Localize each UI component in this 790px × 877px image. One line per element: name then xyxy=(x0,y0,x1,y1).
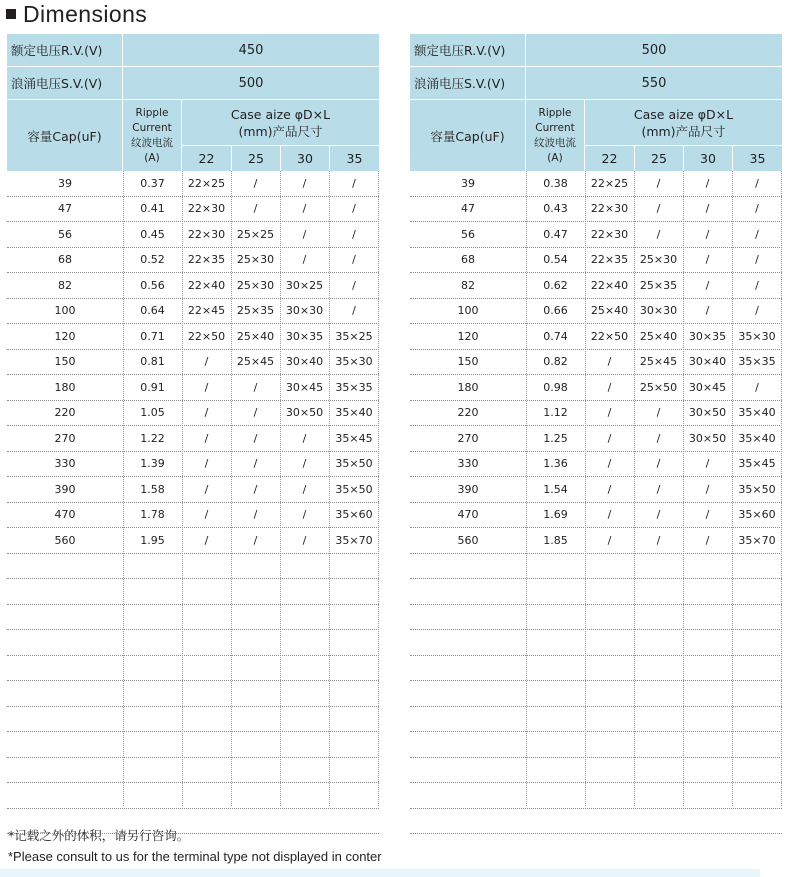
case-25-cell: / xyxy=(656,227,661,241)
rated-voltage-row xyxy=(410,34,782,67)
table-row xyxy=(410,477,782,503)
ripple-header xyxy=(123,100,182,171)
empty-table-row xyxy=(410,809,782,835)
case-30-cell: 30×45 xyxy=(688,380,727,394)
case-35-cell: 35×30 xyxy=(738,329,776,343)
case-22-cell: / xyxy=(607,431,612,445)
empty-table-row xyxy=(410,605,782,631)
diameter-22-header: 22 xyxy=(601,151,618,166)
ripple-header-line1: Ripple xyxy=(538,106,572,119)
table-row xyxy=(410,299,782,325)
table-row xyxy=(7,248,379,274)
case-22-cell: / xyxy=(607,508,612,522)
cap-cell: 390 xyxy=(54,482,76,496)
column-divider xyxy=(123,171,124,806)
cap-cell: 120 xyxy=(457,329,479,343)
case-22-cell: / xyxy=(204,482,209,496)
column-divider xyxy=(231,171,232,806)
ripple-cell: 0.52 xyxy=(140,253,165,267)
case-35-cell: / xyxy=(755,202,759,216)
ripple-cell: 0.64 xyxy=(140,304,165,318)
empty-table-row xyxy=(410,579,782,605)
ripple-cell: 1.12 xyxy=(543,406,568,420)
ripple-cell: 0.98 xyxy=(543,380,568,394)
cap-cell: 470 xyxy=(457,508,479,522)
cap-cell: 56 xyxy=(58,227,72,241)
cap-cell: 560 xyxy=(457,533,479,547)
case-25-cell: / xyxy=(656,406,661,420)
cap-cell: 100 xyxy=(54,304,76,318)
ripple-cell: 0.71 xyxy=(140,329,165,343)
surge-voltage-label: 浪涌电压S.V.(V) xyxy=(410,67,526,99)
case-30-cell: 30×50 xyxy=(688,406,727,420)
case-22-cell: / xyxy=(204,533,209,547)
cap-cell: 120 xyxy=(54,329,76,343)
case-30-cell: / xyxy=(705,508,710,522)
case-35-cell: 35×35 xyxy=(335,380,373,394)
case-size-header-line1: Case aize φD×L xyxy=(633,106,734,122)
empty-table-row xyxy=(410,630,782,656)
diameter-30-header: 30 xyxy=(683,146,732,171)
case-30-cell: / xyxy=(705,202,710,216)
case-35-cell: / xyxy=(755,380,759,394)
ripple-header-line2: Current xyxy=(132,121,172,134)
rated-voltage-label: 额定电压R.V.(V) xyxy=(410,34,526,66)
rated-voltage-label: 额定电压R.V.(V) xyxy=(7,34,123,66)
ripple-cell: 0.56 xyxy=(140,278,165,292)
case-22-cell: / xyxy=(607,533,612,547)
case-35-cell: 35×40 xyxy=(738,406,776,420)
ripple-header-line4: (A) xyxy=(144,151,160,164)
case-30-cell: / xyxy=(302,202,307,216)
ripple-cell: 1.85 xyxy=(543,533,568,547)
case-30-cell: 30×35 xyxy=(688,329,727,343)
case-35-cell: 35×50 xyxy=(335,482,373,496)
table-row xyxy=(410,375,782,401)
case-25-cell: / xyxy=(656,508,661,522)
cap-cell: 100 xyxy=(457,304,479,318)
cap-cell: 390 xyxy=(457,482,479,496)
cap-cell: 47 xyxy=(58,202,72,216)
ripple-cell: 1.69 xyxy=(543,508,568,522)
empty-table-row xyxy=(410,783,782,809)
case-35-cell: / xyxy=(352,227,356,241)
ripple-cell: 0.66 xyxy=(543,304,568,318)
ripple-cell: 0.54 xyxy=(543,253,568,267)
case-22-cell: / xyxy=(204,406,209,420)
table-row xyxy=(7,401,379,427)
case-25-cell: / xyxy=(253,457,258,471)
case-22-cell: 22×30 xyxy=(590,227,629,241)
case-22-cell: 22×45 xyxy=(187,304,226,318)
section-title-text: Dimensions xyxy=(23,0,148,27)
rated-voltage-value: 450 xyxy=(238,42,264,58)
dimension-table-left xyxy=(7,34,379,806)
column-divider xyxy=(182,171,183,806)
case-35-cell: / xyxy=(755,304,759,318)
table-row xyxy=(7,375,379,401)
data-grid xyxy=(7,171,379,834)
case-25-cell: / xyxy=(656,533,661,547)
note-english: *Please consult to us for the terminal type not displayed in conter xyxy=(8,849,382,864)
diameter-25-header: 25 xyxy=(231,146,280,171)
case-30-cell: / xyxy=(302,508,307,522)
table-row xyxy=(410,171,782,197)
case-35-cell: / xyxy=(352,176,356,190)
table-row xyxy=(410,426,782,452)
table-row xyxy=(7,452,379,478)
case-22-cell: / xyxy=(607,380,612,394)
case-30-cell: / xyxy=(705,304,710,318)
ripple-cell: 0.82 xyxy=(543,355,568,369)
case-25-cell: / xyxy=(253,406,258,420)
empty-table-row xyxy=(410,707,782,733)
case-25-cell: / xyxy=(253,482,258,496)
case-22-cell: 22×30 xyxy=(590,202,629,216)
case-35-cell: / xyxy=(755,253,759,267)
table-row xyxy=(7,324,379,350)
empty-table-row xyxy=(410,681,782,707)
ripple-header xyxy=(526,100,585,171)
case-25-cell: 30×30 xyxy=(639,304,678,318)
ripple-header-line4: (A) xyxy=(547,151,563,164)
case-25-cell: / xyxy=(253,508,258,522)
case-22-cell: / xyxy=(607,406,612,420)
cap-cell: 150 xyxy=(457,355,479,369)
case-30-cell: / xyxy=(705,482,710,496)
square-bullet-icon xyxy=(6,9,16,19)
case-22-cell: 22×50 xyxy=(187,329,226,343)
table-row xyxy=(7,171,379,197)
table-row xyxy=(7,528,379,554)
case-30-cell: / xyxy=(302,457,307,471)
case-30-cell: 30×50 xyxy=(285,406,324,420)
table-row xyxy=(410,222,782,248)
case-30-cell: / xyxy=(302,227,307,241)
empty-table-row xyxy=(410,732,782,758)
cap-cell: 39 xyxy=(58,176,72,190)
case-35-cell: 35×60 xyxy=(738,508,776,522)
cap-cell: 560 xyxy=(54,533,76,547)
empty-table-row xyxy=(7,758,379,784)
cap-cell: 82 xyxy=(58,278,72,292)
ripple-cell: 0.43 xyxy=(543,202,568,216)
column-divider xyxy=(634,171,635,806)
case-25-cell: 25×40 xyxy=(639,329,678,343)
case-25-cell: / xyxy=(656,202,661,216)
empty-table-row xyxy=(410,554,782,580)
empty-table-row xyxy=(7,554,379,580)
case-22-cell: 22×50 xyxy=(590,329,629,343)
ripple-cell: 1.78 xyxy=(140,508,165,522)
diameter-30-header: 30 xyxy=(280,146,329,171)
ripple-cell: 0.62 xyxy=(543,278,568,292)
case-35-cell: / xyxy=(352,253,356,267)
ripple-cell: 0.41 xyxy=(140,202,165,216)
ripple-cell: 0.38 xyxy=(543,176,568,190)
case-30-cell: / xyxy=(705,278,710,292)
case-30-cell: 30×25 xyxy=(285,278,324,292)
note-chinese: *记载之外的体积，请另行咨询。 xyxy=(8,828,190,843)
diameter-22-header: 22 xyxy=(198,151,215,166)
diameter-35-header: 35 xyxy=(732,146,782,171)
case-35-cell: / xyxy=(755,227,759,241)
case-22-cell: / xyxy=(204,457,209,471)
case-35-cell: / xyxy=(352,202,356,216)
ripple-cell: 1.95 xyxy=(140,533,165,547)
case-22-cell: / xyxy=(204,431,209,445)
case-35-cell: / xyxy=(352,278,356,292)
case-size-header-line2: (mm)产品尺寸 xyxy=(238,123,323,139)
case-22-cell: 22×30 xyxy=(187,227,226,241)
cap-cell: 39 xyxy=(461,176,475,190)
ripple-header-line1: Ripple xyxy=(135,106,169,119)
ripple-cell: 0.91 xyxy=(140,380,165,394)
case-35-cell: 35×60 xyxy=(335,508,373,522)
case-35-cell: 35×25 xyxy=(335,329,373,343)
cap-cell: 270 xyxy=(54,431,76,445)
case-size-header xyxy=(585,100,782,146)
case-35-cell: 35×50 xyxy=(335,457,373,471)
case-25-cell: / xyxy=(656,482,661,496)
case-35-cell: 35×45 xyxy=(738,457,776,471)
table-row xyxy=(410,197,782,223)
case-30-cell: / xyxy=(302,533,307,547)
cap-cell: 470 xyxy=(54,508,76,522)
case-25-cell: 25×45 xyxy=(639,355,678,369)
case-30-cell: 30×35 xyxy=(285,329,324,343)
case-22-cell: / xyxy=(607,355,612,369)
case-25-cell: 25×30 xyxy=(236,253,275,267)
ripple-header-line2: Current xyxy=(535,121,575,134)
cap-header: 容量Cap(uF) xyxy=(7,100,123,171)
cap-cell: 82 xyxy=(461,278,475,292)
case-30-cell: 30×30 xyxy=(285,304,324,318)
diameter-25-header: 25 xyxy=(634,146,683,171)
case-25-cell: 25×40 xyxy=(236,329,275,343)
table-row xyxy=(7,197,379,223)
ripple-cell: 1.58 xyxy=(140,482,165,496)
cap-cell: 56 xyxy=(461,227,475,241)
case-30-cell: / xyxy=(302,176,307,190)
case-30-cell: / xyxy=(705,253,710,267)
case-35-cell: 35×40 xyxy=(335,406,373,420)
ripple-cell: 1.36 xyxy=(543,457,568,471)
table-row xyxy=(410,248,782,274)
ripple-cell: 1.54 xyxy=(543,482,568,496)
case-35-cell: 35×70 xyxy=(738,533,776,547)
cap-cell: 270 xyxy=(457,431,479,445)
case-30-cell: / xyxy=(705,227,710,241)
table-row xyxy=(410,503,782,529)
column-divider xyxy=(585,171,586,806)
ripple-cell: 1.39 xyxy=(140,457,165,471)
table-row xyxy=(410,324,782,350)
empty-table-row xyxy=(7,732,379,758)
case-25-cell: 25×50 xyxy=(639,380,678,394)
empty-table-row xyxy=(7,707,379,733)
ripple-cell: 0.47 xyxy=(543,227,568,241)
column-divider xyxy=(781,171,782,806)
case-25-cell: / xyxy=(253,533,258,547)
case-30-cell: / xyxy=(705,176,710,190)
cap-cell: 330 xyxy=(457,457,479,471)
case-35-cell: 35×70 xyxy=(335,533,373,547)
case-30-cell: / xyxy=(302,482,307,496)
column-header xyxy=(7,100,379,171)
case-35-cell: 35×35 xyxy=(738,355,776,369)
column-divider xyxy=(329,171,330,806)
case-22-cell: 22×40 xyxy=(187,278,226,292)
table-row xyxy=(410,528,782,554)
table-row xyxy=(7,273,379,299)
ripple-cell: 1.25 xyxy=(543,431,568,445)
empty-table-row xyxy=(410,656,782,682)
case-35-cell: / xyxy=(755,278,759,292)
case-25-cell: / xyxy=(253,176,258,190)
case-30-cell: 30×45 xyxy=(285,380,324,394)
column-divider xyxy=(732,171,733,806)
ripple-header-line3: 纹波电流 xyxy=(534,136,576,149)
table-row xyxy=(7,503,379,529)
case-35-cell: 35×40 xyxy=(738,431,776,445)
cap-cell: 68 xyxy=(461,253,475,267)
case-22-cell: 22×30 xyxy=(187,202,226,216)
case-30-cell: 30×40 xyxy=(688,355,727,369)
case-25-cell: 25×45 xyxy=(236,355,275,369)
case-30-cell: / xyxy=(302,253,307,267)
table-row xyxy=(7,299,379,325)
ripple-cell: 0.74 xyxy=(543,329,568,343)
ripple-cell: 1.05 xyxy=(140,406,165,420)
cap-cell: 220 xyxy=(457,406,479,420)
table-row xyxy=(7,477,379,503)
ripple-cell: 1.22 xyxy=(140,431,165,445)
case-22-cell: / xyxy=(204,380,209,394)
case-22-cell: / xyxy=(607,457,612,471)
case-25-cell: / xyxy=(656,431,661,445)
ripple-header-line3: 纹波电流 xyxy=(131,136,173,149)
table-row xyxy=(410,452,782,478)
empty-table-row xyxy=(7,783,379,809)
ripple-cell: 0.81 xyxy=(140,355,165,369)
column-header xyxy=(410,100,782,171)
case-size-header-line2: (mm)产品尺寸 xyxy=(641,123,726,139)
surge-voltage-value: 500 xyxy=(238,75,264,91)
column-divider xyxy=(378,171,379,806)
ripple-cell: 0.45 xyxy=(140,227,165,241)
case-25-cell: 25×25 xyxy=(236,227,275,241)
case-22-cell: / xyxy=(204,355,209,369)
case-30-cell: / xyxy=(302,431,307,445)
case-22-cell: 22×40 xyxy=(590,278,629,292)
rated-voltage-value: 500 xyxy=(641,42,667,58)
case-22-cell: 22×35 xyxy=(187,253,226,267)
cap-header: 容量Cap(uF) xyxy=(410,100,526,171)
case-30-cell: 30×50 xyxy=(688,431,727,445)
case-30-cell: 30×40 xyxy=(285,355,324,369)
ripple-cell: 0.37 xyxy=(140,176,165,190)
case-25-cell: / xyxy=(253,380,258,394)
case-25-cell: / xyxy=(656,457,661,471)
cap-cell: 180 xyxy=(54,380,76,394)
dimension-table-right xyxy=(410,34,782,806)
table-row xyxy=(7,222,379,248)
case-35-cell: 35×50 xyxy=(738,482,776,496)
case-25-cell: 25×35 xyxy=(236,304,275,318)
case-35-cell: 35×45 xyxy=(335,431,373,445)
case-22-cell: 22×25 xyxy=(187,176,226,190)
cap-cell: 220 xyxy=(54,406,76,420)
empty-table-row xyxy=(7,681,379,707)
case-25-cell: / xyxy=(253,202,258,216)
empty-table-row xyxy=(7,605,379,631)
column-divider xyxy=(526,171,527,806)
column-divider xyxy=(683,171,684,806)
cap-cell: 150 xyxy=(54,355,76,369)
table-row xyxy=(7,350,379,376)
table-row xyxy=(410,273,782,299)
cap-cell: 47 xyxy=(461,202,475,216)
case-25-cell: / xyxy=(253,431,258,445)
case-22-cell: 22×25 xyxy=(590,176,629,190)
cap-cell: 330 xyxy=(54,457,76,471)
case-35-cell: / xyxy=(755,176,759,190)
case-25-cell: 25×30 xyxy=(639,253,678,267)
case-22-cell: 25×40 xyxy=(590,304,629,318)
cap-cell: 68 xyxy=(58,253,72,267)
table-row xyxy=(7,426,379,452)
column-divider xyxy=(280,171,281,806)
cap-cell: 180 xyxy=(457,380,479,394)
case-30-cell: / xyxy=(705,533,710,547)
data-grid xyxy=(410,171,782,834)
case-22-cell: / xyxy=(607,482,612,496)
surge-voltage-row xyxy=(410,67,782,100)
empty-table-row xyxy=(7,630,379,656)
case-35-cell: 35×30 xyxy=(335,355,373,369)
case-22-cell: / xyxy=(204,508,209,522)
footer-band xyxy=(0,869,760,877)
section-title xyxy=(6,0,147,28)
diameter-35-header: 35 xyxy=(329,146,379,171)
case-35-cell: / xyxy=(352,304,356,318)
case-25-cell: 25×35 xyxy=(639,278,678,292)
empty-table-row xyxy=(410,758,782,784)
case-size-header xyxy=(182,100,379,146)
case-30-cell: / xyxy=(705,457,710,471)
rated-voltage-row xyxy=(7,34,379,67)
case-size-header-line1: Case aize φD×L xyxy=(230,106,331,122)
case-22-cell: 22×35 xyxy=(590,253,629,267)
case-25-cell: 25×30 xyxy=(236,278,275,292)
empty-table-row xyxy=(7,579,379,605)
empty-table-row xyxy=(7,656,379,682)
case-25-cell: / xyxy=(656,176,661,190)
surge-voltage-row xyxy=(7,67,379,100)
table-row xyxy=(410,401,782,427)
surge-voltage-value: 550 xyxy=(641,75,667,91)
table-row xyxy=(410,350,782,376)
surge-voltage-label: 浪涌电压S.V.(V) xyxy=(7,67,123,99)
